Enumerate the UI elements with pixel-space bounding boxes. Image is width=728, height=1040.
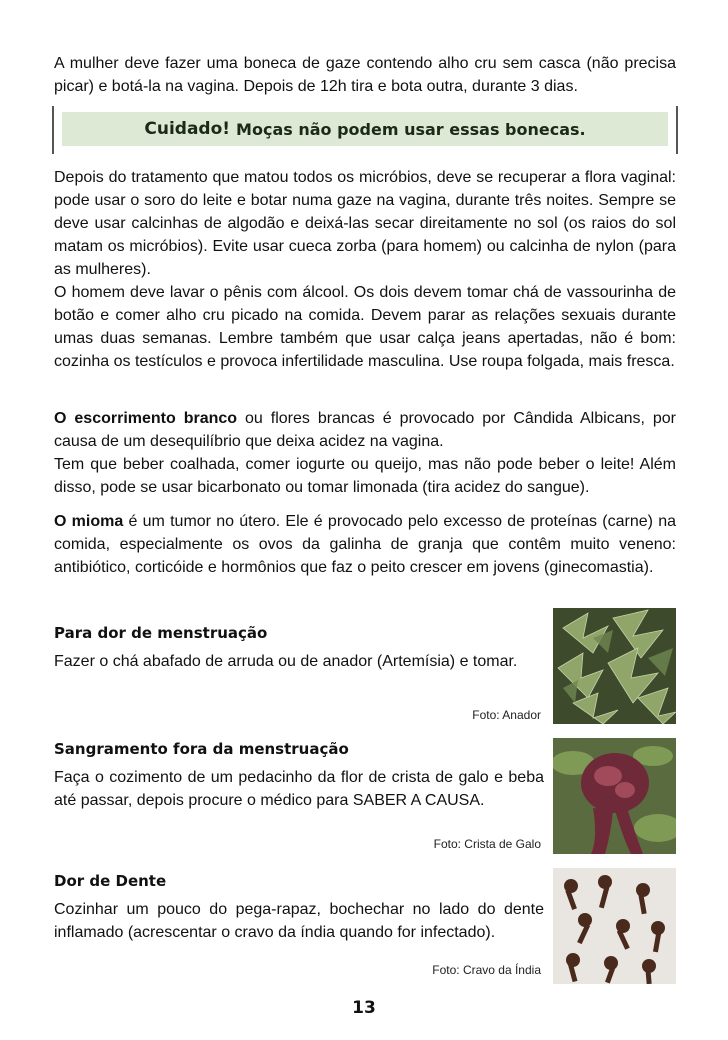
caption-cravo-da-india: Foto: Cravo da Índia	[432, 963, 541, 977]
section-body-bleeding: Faça o cozimento de um pedacinho da flor de crista de galo e beba até passar, depois procure o médico para SABER A CAUSA.	[54, 769, 544, 809]
section-body-menstrual-pain: Fazer o chá abafado de arruda ou de anador (Artemísia) e tomar.	[54, 653, 518, 670]
men-treatment-paragraph: O homem deve lavar o pênis com álcool. Os dois devem tomar chá de vassourinha de botão e comer alho cru picado na comida. Devem parar as relações sexuais durante umas duas semanas. Lembre também que usar calça jeans apertadas, não é bom: cozinha os testículos e provoca infertilidade masculina. Use roupa folgada, mais fresca.	[54, 284, 676, 370]
anador-leaves-photo	[553, 608, 676, 724]
caution-box	[62, 112, 668, 146]
myoma-term: O mioma	[54, 513, 124, 530]
section-title-bleeding: Sangramento fora da menstruação	[54, 740, 349, 758]
discharge-term: O escorrimento branco	[54, 410, 238, 427]
discharge-paragraph-2: Tem que beber coalhada, comer iogurte ou queijo, mas não pode beber o leite! Além disso, pode se usar bicarbonato ou tomar limonada (tira acidez do sangue).	[54, 456, 676, 496]
page-number: 13	[352, 998, 376, 1018]
crista-de-galo-flower-photo	[553, 738, 676, 854]
caption-anador: Foto: Anador	[472, 708, 541, 722]
discharge-text: ou flores brancas é provocado por Cândida Albicans, por causa de um desequilíbrio que deixa acidez na vagina.	[54, 410, 677, 450]
cloves-photo	[553, 868, 676, 984]
caution-label: Cuidado!	[144, 119, 231, 139]
section-body-toothache: Cozinhar um pouco do pega-rapaz, bochechar no lado do dente inflamado (acrescentar o cravo da índia quando for infectado).	[54, 901, 544, 941]
section-title-menstrual-pain: Para dor de menstruação	[54, 624, 268, 642]
caution-frame	[52, 106, 678, 154]
myoma-paragraph	[54, 510, 676, 579]
intro-paragraph: A mulher deve fazer uma boneca de gaze contendo alho cru sem casca (não precisa picar) e botá-la na vagina. Depois de 12h tira e bota outra, durante 3 dias.	[54, 55, 676, 95]
myoma-text: é um tumor no útero. Ele é provocado pelo excesso de proteínas (carne) na comida, especialmente os ovos da galinha de granja que contêm muito veneno: antibiótico, corticóide e hormônios que faz o peito crescer em jovens (ginecomastia).	[54, 513, 677, 576]
treatment-paragraph: Depois do tratamento que matou todos os micróbios, deve se recuperar a flora vaginal: pode usar o soro do leite e botar numa gaze na vagina, durante três noites. Sempre se deve usar calcinhas de algodão e deixá-las secar direitamente no sol (os raios do sol matam os micróbios). Evite usar cueca zorba (para homem) ou calcinha de nylon (para as mulheres).	[54, 169, 676, 278]
section-title-toothache: Dor de Dente	[54, 872, 167, 890]
caution-text: Moças não podem usar essas bonecas.	[236, 119, 586, 139]
caption-crista-de-galo: Foto: Crista de Galo	[433, 837, 541, 851]
discharge-paragraph	[54, 407, 676, 453]
